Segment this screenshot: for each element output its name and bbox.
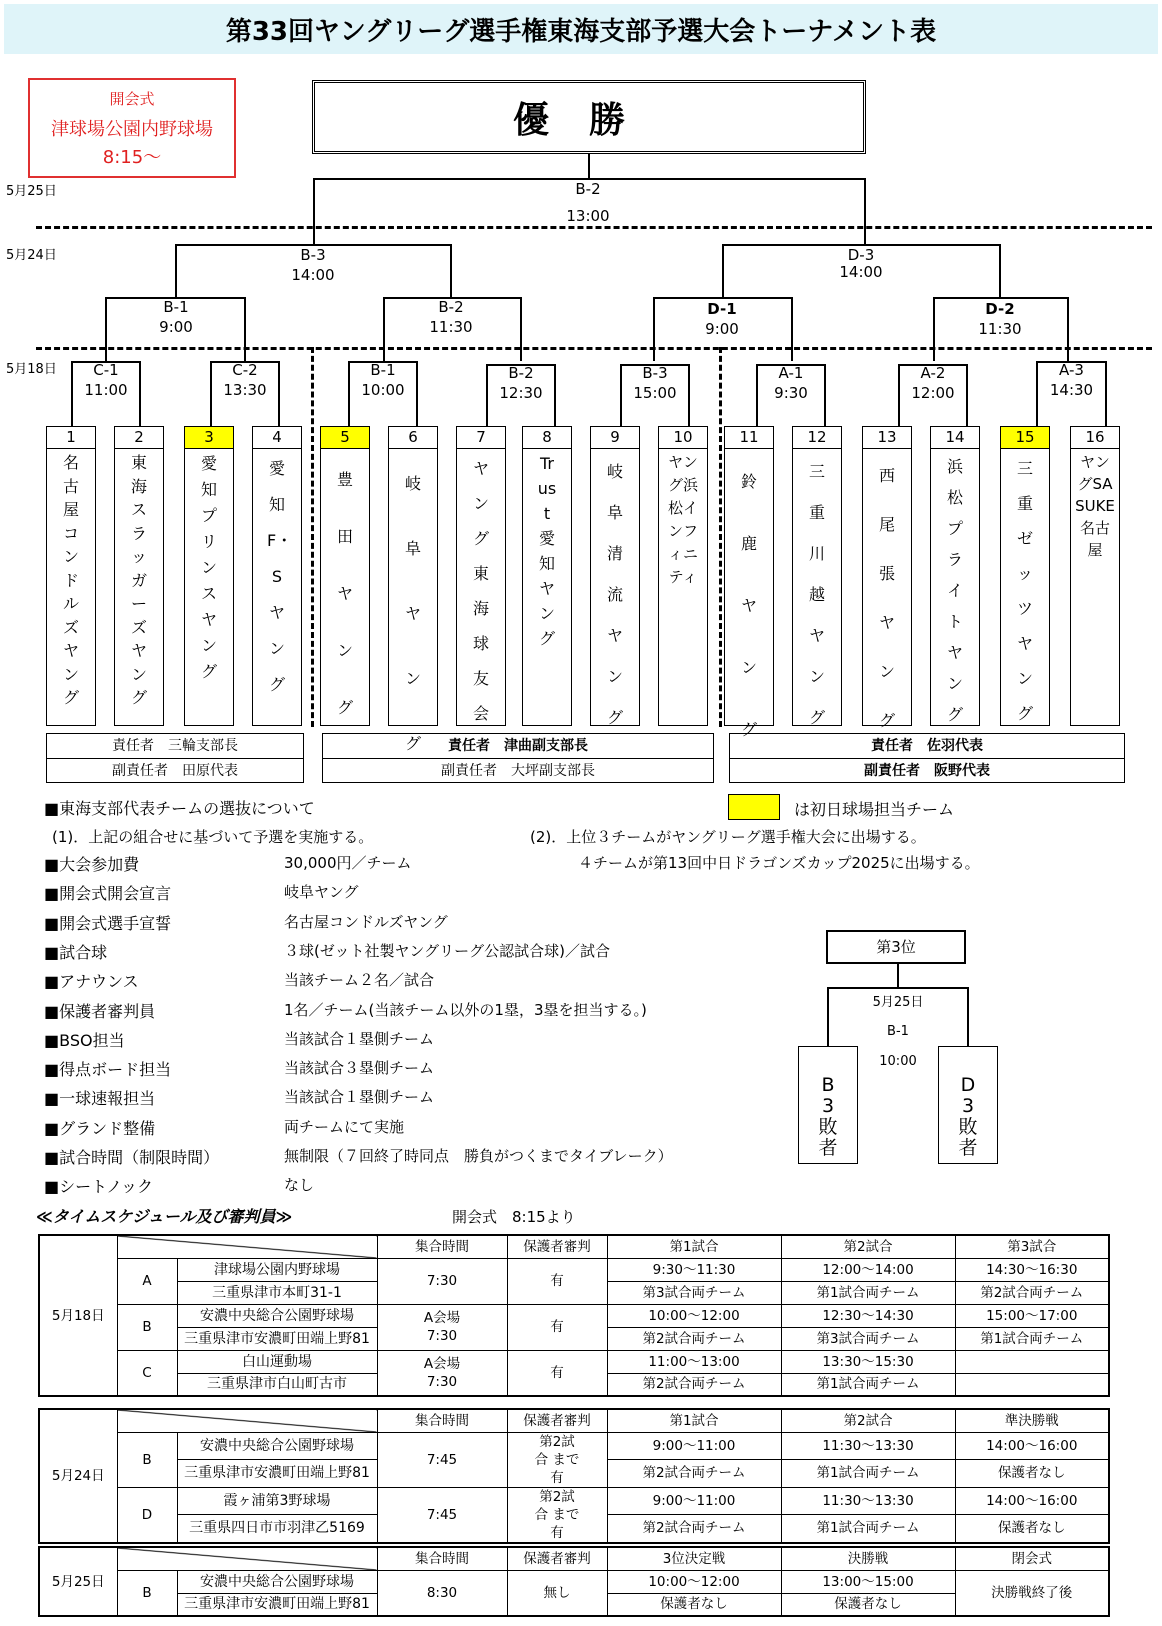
selection-rule: ４チームが第13回中日ドラゴンズカップ2025に出場する。 [578,854,980,872]
team-name: 名古屋コンドルズヤング [62,453,79,707]
semi-code: B-3 [300,246,326,264]
team-box [1000,426,1050,726]
schedule-col-header: 第3試合 [955,1235,1109,1258]
team-box [792,426,842,726]
game1-time: 10:00〜12:00 [607,1570,781,1593]
r1-time: 11:00 [84,381,128,399]
venue-id: B [117,1432,177,1487]
venue-address: 三重県津市白山町古市 [177,1373,377,1396]
game1-teams: 第2試合両チーム [607,1327,781,1350]
rule-label: ■開会式開会宣言 [44,884,172,904]
game3-teams: 第1試合両チーム [955,1327,1109,1350]
team-name: 愛知プリンスヤング [200,454,217,681]
team-box [114,426,164,726]
rule-label: ■得点ボード担当 [44,1060,172,1080]
game3-teams: 保護者なし [955,1460,1109,1488]
team-number: 6 [389,427,437,449]
schedule-date: 5月18日 [39,1235,117,1396]
r1-time: 9:30 [774,384,808,402]
parent-umpire: 無し [507,1570,607,1616]
gather-time: 7:30 [377,1258,507,1304]
responsible-box [46,733,304,783]
team-number: 11 [725,427,773,449]
venue-address: 三重県四日市市羽津乙5169 [177,1515,377,1543]
date-label: 5月18日 [6,362,57,377]
rule-value: 当該チーム２名／試合 [284,971,435,990]
day-divider [36,226,1152,229]
venue-address: 三重県津市安濃町田端上野81 [177,1327,377,1350]
game2-teams: 第1試合両チーム [781,1460,955,1488]
rule-label: ■シートノック [44,1177,154,1197]
date-label: 5月25日 [6,184,57,199]
schedule-col-header: 集合時間 [377,1409,507,1432]
rule-value: 当該試合３塁側チーム [284,1059,435,1078]
final-time: 13:00 [566,207,610,225]
rule-label: ■BSO担当 [44,1030,125,1050]
team-number: 5 [321,427,369,449]
rule-value: 1名／チーム(当該チーム以外の1塁，3塁を担当する。) [284,1000,647,1019]
third-place-title: 第3位 [826,930,966,964]
third-date: 5月25日 [872,995,924,1010]
rule-value: 名古屋コンドルズヤング [284,912,448,931]
schedule-col-header: 第1試合 [607,1235,781,1258]
r1-time: 14:30 [1049,381,1094,399]
quarter-time: 9:00 [705,320,739,338]
venue-name: 白山運動場 [177,1350,377,1373]
diagonal-cell [117,1235,377,1258]
schedule-table [38,1546,1110,1617]
rule-value: 当該試合１塁側チーム [284,1029,435,1048]
rule-value: 30,000円／チーム [284,854,412,872]
r1-code: B-3 [642,364,668,382]
team-box [184,426,234,726]
game2-teams: 保護者なし [781,1593,955,1616]
game3-teams: 第2試合両チーム [955,1281,1109,1304]
game3-time: 決勝戦終了後 [955,1570,1109,1616]
game3-time: 14:00〜16:00 [955,1487,1109,1515]
date-label: 5月24日 [6,248,57,263]
game1-teams: 第2試合両チーム [607,1373,781,1396]
team-box [724,426,774,739]
schedule-col-header: 保護者審判 [507,1409,607,1432]
team-number: 9 [591,427,639,449]
parent-umpire: 有 [507,1258,607,1304]
quarter-code: B-1 [163,298,189,316]
opening-venue: 津球場公園内野球場 [51,119,213,140]
r1-time: 13:30 [223,381,267,399]
opening-ceremony-box [28,78,236,178]
game3-time: 14:00〜16:00 [955,1432,1109,1460]
game2-time: 12:30〜14:30 [781,1304,955,1327]
team-name: 三重川越ヤング [808,462,825,727]
parent-umpire: 第2試合 まで有 [507,1487,607,1543]
team-name: ヤング東海球友会 [472,459,489,723]
diagonal-cell [117,1409,377,1432]
team-box [46,426,96,726]
gather-time: 7:45 [377,1432,507,1487]
venue-id: A [117,1258,177,1304]
responsible-box [322,733,714,783]
team-box [1070,426,1120,726]
venue-name: 安濃中央総合公園野球場 [177,1570,377,1593]
quarter-time: 9:00 [159,318,193,336]
third-team-left: B3敗者 [798,1046,858,1164]
diagonal-cell [117,1547,377,1570]
game2-time: 13:00〜15:00 [781,1570,955,1593]
team-name: 西尾張ヤング [878,466,895,730]
rule-label: ■開会式選手宣誓 [44,913,172,933]
team-number: 3 [185,427,233,449]
schedule-col-header: 集合時間 [377,1547,507,1570]
venue-id: B [117,1304,177,1350]
gather-time: 8:30 [377,1570,507,1616]
rule-label: ■試合時間（制限時間） [44,1148,220,1167]
game2-time: 13:30〜15:30 [781,1350,955,1373]
r1-code: A-2 [920,364,946,382]
team-box [522,426,572,726]
quarter-time: 11:30 [978,320,1022,338]
semi-code: D-3 [847,246,875,264]
responsible-sub: 副責任者 大坪副支部長 [441,763,595,779]
team-name: 鈴鹿ヤング [740,472,757,739]
game3-teams [955,1373,1109,1396]
quarter-time: 11:30 [429,318,473,336]
selection-rule: (1)．上記の組合せに基づいて予選を実施する。 [52,828,374,846]
team-name: 東海スラッガーズヤング [130,453,147,707]
semi-time: 14:00 [291,266,335,284]
r1-time: 12:30 [499,384,543,402]
team-box [320,426,370,726]
team-name: 豊田ヤング [336,470,353,717]
venue-divider [719,347,722,727]
day-divider [36,347,1152,350]
legend-swatch [728,794,780,820]
team-name: 三重ゼッツヤング [1016,459,1033,723]
schedule-col-header: 保護者審判 [507,1235,607,1258]
schedule-col-header: 決勝戦 [781,1547,955,1570]
game2-time: 11:30〜13:30 [781,1487,955,1515]
venue-name: 安濃中央総合公園野球場 [177,1432,377,1460]
schedule-table [38,1408,1110,1544]
responsible-lead: 責任者 津曲副支部長 [323,734,713,759]
responsible-sub: 副責任者 阪野代表 [864,763,990,779]
team-name: 愛知F・Sヤング [267,459,293,694]
r1-code: A-1 [778,364,804,382]
game2-teams: 第3試合両チーム [781,1327,955,1350]
team-number: 2 [115,427,163,449]
responsible-lead: 責任者 佐羽代表 [730,734,1124,759]
game2-time: 11:30〜13:30 [781,1432,955,1460]
team-number: 7 [457,427,505,449]
team-number: 16 [1071,427,1119,449]
gather-time: 7:45 [377,1487,507,1543]
opening-label: 開会式 [109,90,155,108]
team-box [590,426,640,726]
game1-teams: 第2試合両チーム [607,1460,781,1488]
game3-teams: 保護者なし [955,1515,1109,1543]
game1-teams: 保護者なし [607,1593,781,1616]
team-number: 8 [523,427,571,449]
team-name: 浜松プライトヤング [946,457,963,724]
game2-time: 12:00〜14:00 [781,1258,955,1281]
team-box [456,426,506,726]
third-time: 10:00 [879,1054,917,1069]
gather-time: A会場 7:30 [377,1304,507,1350]
team-box [252,426,302,726]
selection-heading: ■東海支部代表チームの選抜について [44,799,315,818]
r1-time: 15:00 [633,384,677,402]
semi-time: 14:00 [839,263,883,281]
r1-code: C-2 [232,361,258,379]
game2-teams: 第1試合両チーム [781,1281,955,1304]
game1-time: 9:00〜11:00 [607,1432,781,1460]
third-code: B-1 [887,1024,909,1039]
schedule-open: 開会式 8:15より [452,1208,576,1226]
schedule-col-header: 閉会式 [955,1547,1109,1570]
rule-label: ■アナウンス [44,972,139,992]
game1-time: 9:30〜11:30 [607,1258,781,1281]
venue-divider [311,347,314,727]
team-number: 4 [253,427,301,449]
game1-teams: 第2試合両チーム [607,1515,781,1543]
venue-name: 霞ヶ浦第3野球場 [177,1487,377,1515]
venue-id: D [117,1487,177,1543]
game2-teams: 第1試合両チーム [781,1373,955,1396]
venue-address: 三重県津市本町31-1 [177,1281,377,1304]
rule-label: ■グランド整備 [44,1118,156,1138]
opening-time: 8:15〜 [102,147,162,168]
game1-time: 10:00〜12:00 [607,1304,781,1327]
rule-label: ■試合球 [44,942,108,962]
rule-value: 当該試合１塁側チーム [284,1088,435,1107]
team-number: 14 [931,427,979,449]
game1-time: 9:00〜11:00 [607,1487,781,1515]
gather-time: A会場 7:30 [377,1350,507,1396]
rule-value: なし [284,1176,315,1195]
r1-time: 12:00 [911,384,955,402]
rule-value: ３球(ゼット社製ヤングリーグ公認試合球)／試合 [284,941,610,960]
selection-rule: (2)．上位３チームがヤングリーグ選手権大会に出場する。 [530,828,926,846]
third-team-right: D3敗者 [938,1046,998,1164]
responsible-box [729,733,1125,783]
parent-umpire: 第2試合 まで有 [507,1432,607,1487]
venue-address: 三重県津市安濃町田端上野81 [177,1460,377,1488]
team-number: 12 [793,427,841,449]
final-code: B-2 [575,180,601,198]
team-box [658,426,708,726]
venue-name: 津球場公園内野球場 [177,1258,377,1281]
team-name: 岐阜清流ヤング [606,462,623,727]
game3-time: 14:30〜16:30 [955,1258,1109,1281]
schedule-col-header: 第1試合 [607,1409,781,1432]
game3-time [955,1350,1109,1373]
winner-box: 優勝 [312,80,866,154]
schedule-date: 5月24日 [39,1409,117,1543]
venue-id: B [117,1570,177,1616]
rule-value: 両チームにて実施 [284,1117,405,1136]
r1-code: B-1 [370,361,396,379]
r1-code: A-3 [1059,361,1084,379]
schedule-col-header: 第2試合 [781,1409,955,1432]
schedule-date: 5月25日 [39,1547,117,1616]
schedule-col-header: 集合時間 [377,1235,507,1258]
team-box [388,426,438,753]
legend-text: は初日球場担当チーム [794,800,955,819]
r1-code: C-1 [93,361,119,379]
team-number: 1 [47,427,95,449]
game1-teams: 第3試合両チーム [607,1281,781,1304]
team-name: 岐阜ヤング [404,474,421,753]
team-box [862,426,912,730]
quarter-code: B-2 [438,298,464,316]
responsible-lead: 責任者 三輪支部長 [47,734,303,759]
venue-id: C [117,1350,177,1396]
team-number: 10 [659,427,707,449]
team-box [930,426,980,726]
quarter-code: D-2 [985,300,1015,318]
team-name: ヤング浜松インフィニティ [667,453,698,586]
rule-label: ■一球速報担当 [44,1089,156,1109]
responsible-sub: 副責任者 田原代表 [112,763,238,779]
schedule-col-header: 第2試合 [781,1235,955,1258]
parent-umpire: 有 [507,1304,607,1350]
game1-time: 11:00〜13:00 [607,1350,781,1373]
team-name: ヤングSASUKE名古屋 [1075,453,1115,559]
game2-teams: 第1試合両チーム [781,1515,955,1543]
schedule-heading: ≪タイムスケジュール及び審判員≫ [36,1207,293,1226]
team-name: Trust愛知ヤング [537,454,557,648]
schedule-col-header: 保護者審判 [507,1547,607,1570]
rule-label: ■大会参加費 [44,855,140,874]
venue-name: 安濃中央総合公園野球場 [177,1304,377,1327]
schedule-col-header: 準決勝戦 [955,1409,1109,1432]
team-number: 15 [1001,427,1049,449]
r1-code: B-2 [508,364,534,382]
page-title: 第33回ヤングリーグ選手権東海支部予選大会トーナメント表 [4,4,1158,54]
rule-value: 岐阜ヤング [284,883,359,902]
r1-time: 10:00 [361,381,405,399]
game3-time: 15:00〜17:00 [955,1304,1109,1327]
parent-umpire: 有 [507,1350,607,1396]
rule-value: 無制限（７回終了時同点 勝負がつくまでタイブレーク） [284,1147,673,1165]
schedule-col-header: 3位決定戦 [607,1547,781,1570]
team-number: 13 [863,427,911,449]
schedule-table [38,1234,1110,1397]
venue-address: 三重県津市安濃町田端上野81 [177,1593,377,1616]
rule-label: ■保護者審判員 [44,1001,156,1021]
quarter-code: D-1 [707,300,737,318]
